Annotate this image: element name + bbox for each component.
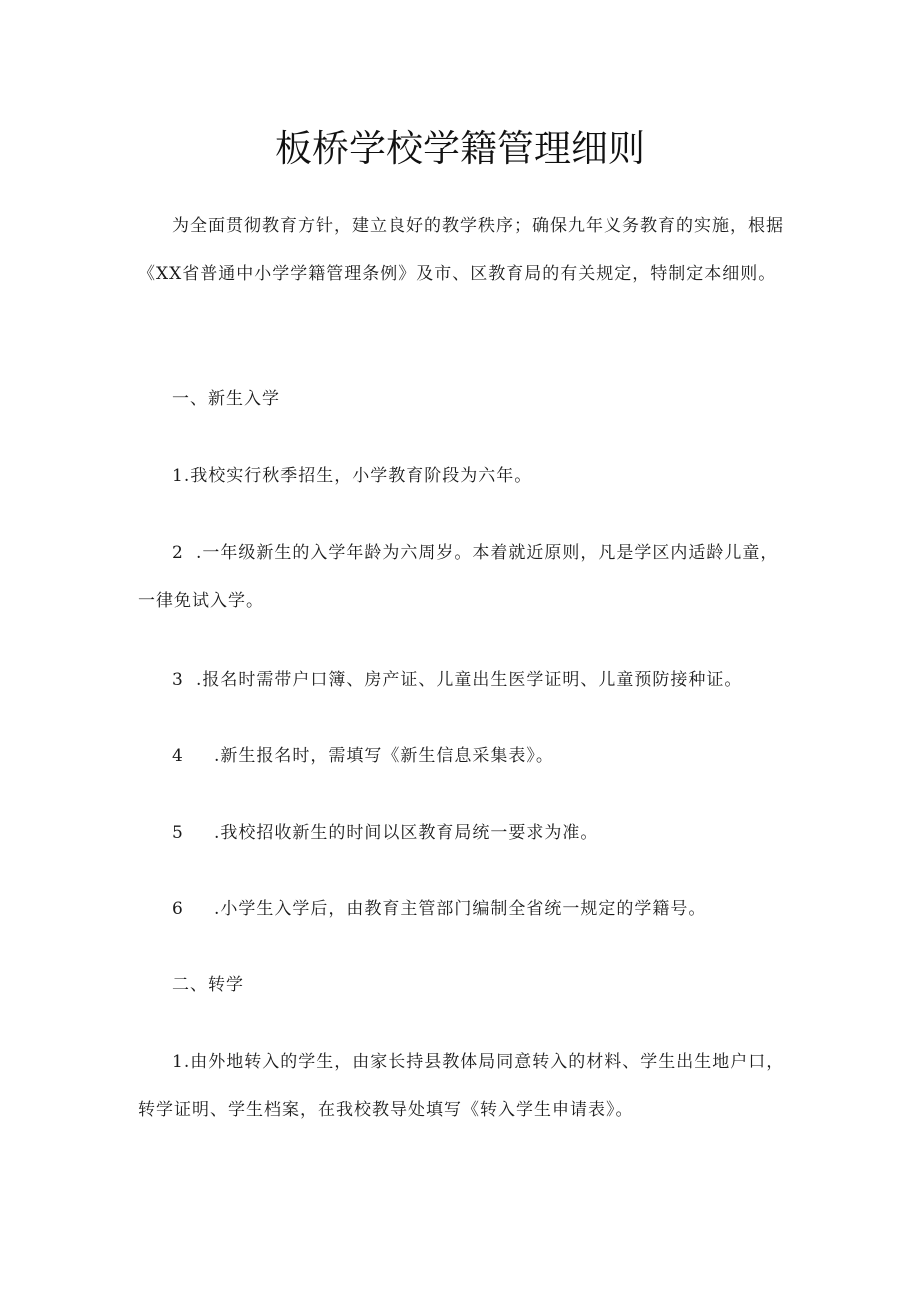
list-item	[172, 809, 598, 857]
item-number: 1.	[172, 466, 191, 486]
page-title: 板桥学校学籍管理细则	[275, 127, 645, 170]
item-text: .我校招收新生的时间以区教育局统一要求为准。	[214, 823, 599, 843]
item-text: .新生报名时，需填写《新生信息采集表》。	[214, 746, 554, 766]
item-number: 6	[172, 899, 184, 919]
intro-paragraph: 为全面贯彻教育方针，建立良好的教学秩序；确保九年义务教育的实施，根据《XX省普通中小学学籍管理条例》及市、区教育局的有关规定，特制定本细则。	[138, 216, 784, 284]
item-number: 3	[172, 670, 184, 690]
list-item	[172, 732, 554, 780]
list-item	[172, 885, 706, 933]
item-text: .一年级新生的入学年龄为六周岁。本着就近原则，凡是学区内适龄儿童，一律免试入学。	[138, 543, 779, 611]
list-item	[138, 529, 788, 625]
item-number: 2	[172, 543, 184, 563]
item-text: .小学生入学后，由教育主管部门编制全省统一规定的学籍号。	[214, 899, 707, 919]
item-text: 我校实行秋季招生，小学教育阶段为六年。	[190, 466, 533, 486]
section-heading-transfer: 二、转学	[172, 975, 244, 995]
item-number: 5	[172, 823, 184, 843]
list-item	[172, 656, 742, 704]
list-item	[172, 452, 532, 500]
item-text: .报名时需带户口簿、房产证、儿童出生医学证明、儿童预防接种证。	[196, 670, 743, 690]
item-number: 4	[172, 746, 184, 766]
item-number: 1.	[172, 1052, 191, 1072]
item-text: 由外地转入的学生，由家长持县教体局同意转入的材料、学生出生地户口，转学证明、学生档案，在我校教导处填写《转入学生申请表》。	[138, 1052, 785, 1120]
list-item	[138, 1038, 788, 1134]
section-heading-new-students: 一、新生入学	[172, 389, 280, 409]
